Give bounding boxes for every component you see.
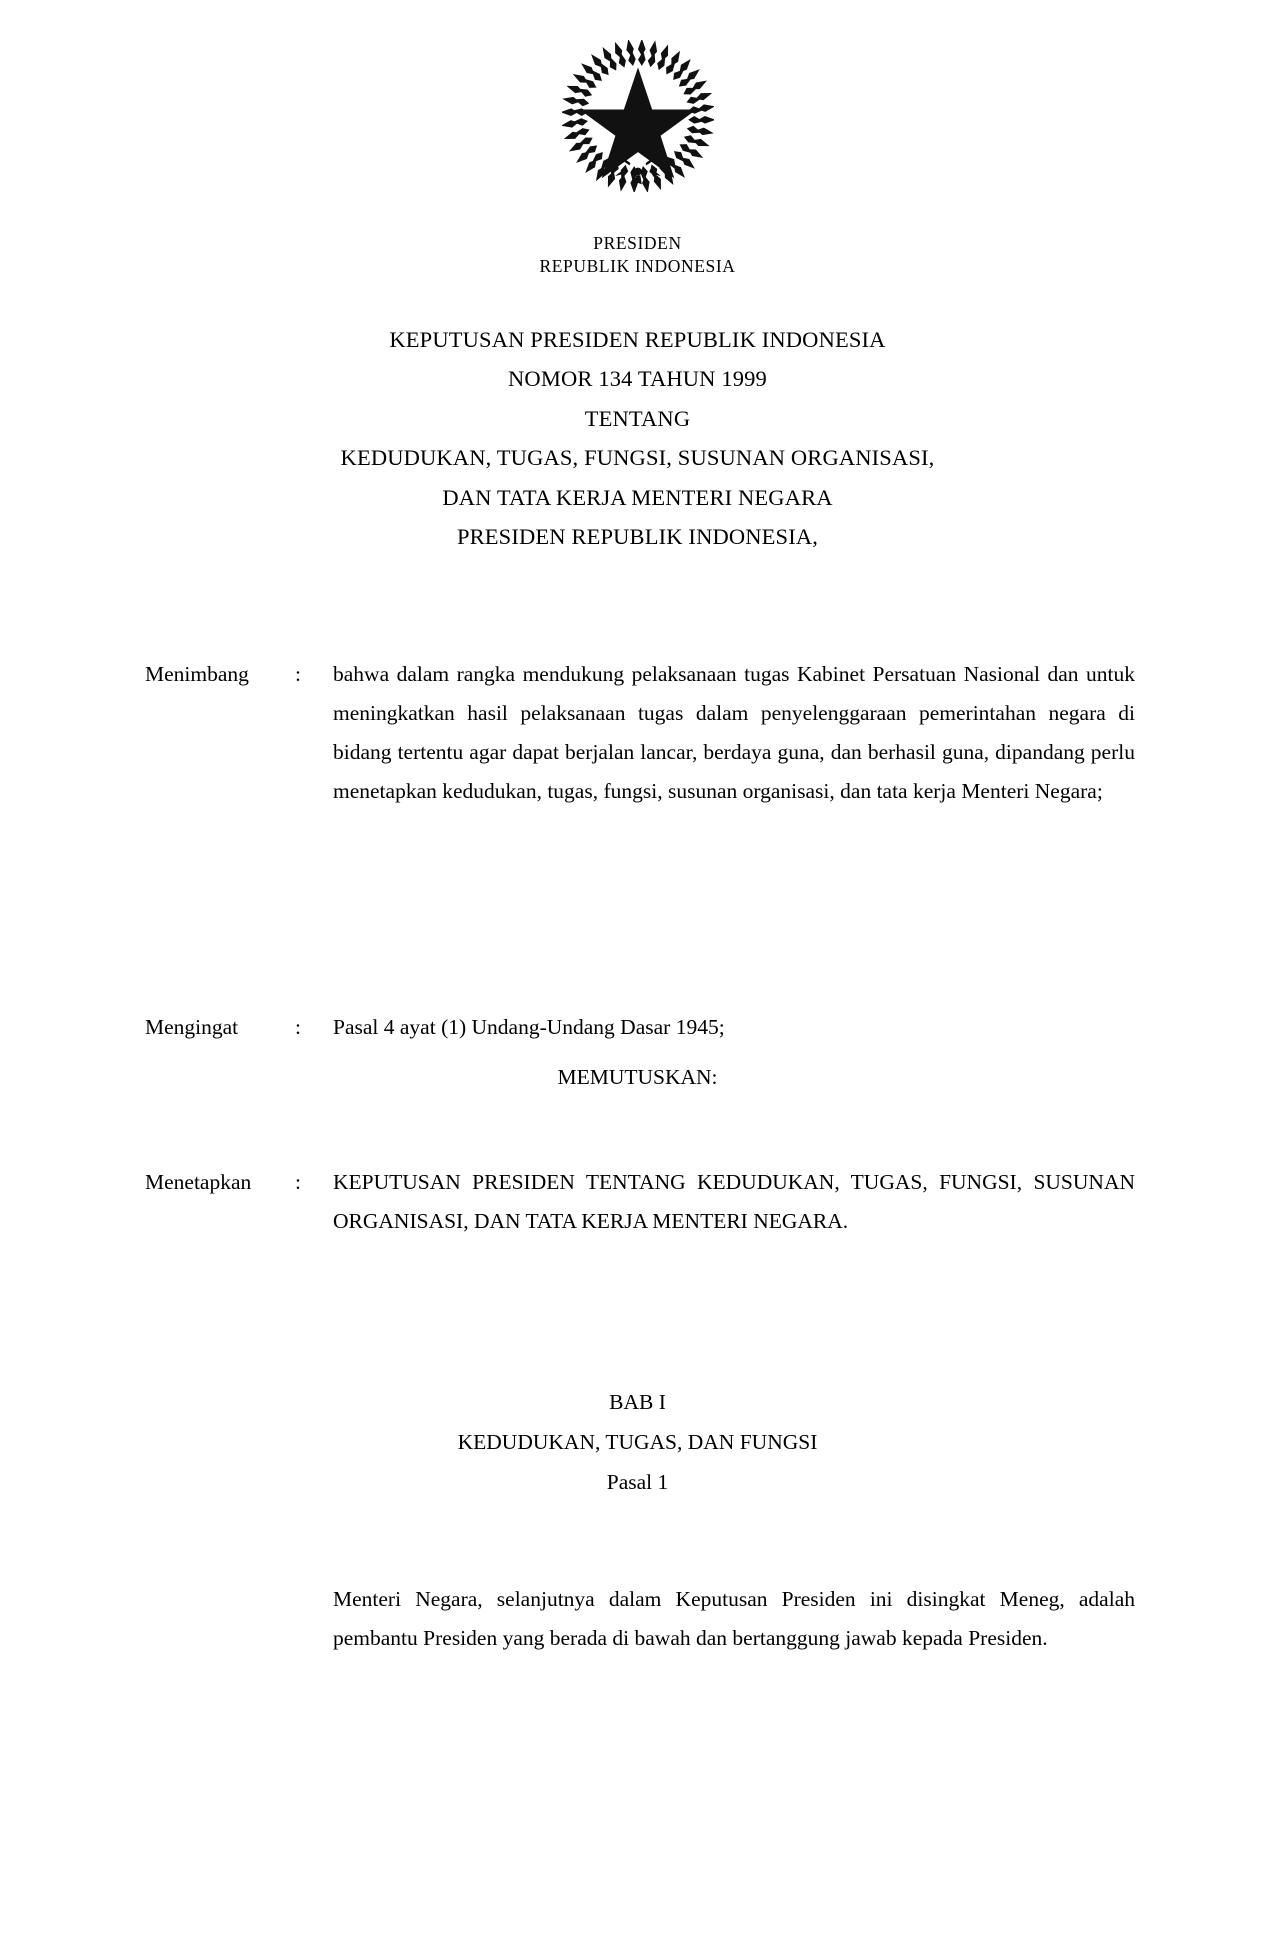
title-line-presiden-ri: PRESIDEN REPUBLIK INDONESIA,	[456, 523, 819, 549]
title-line-subject-2: DAN TATA KERJA MENTERI NEGARA	[442, 484, 833, 510]
clause-menetapkan-colon: :	[295, 1170, 301, 1194]
title-line-nomor: NOMOR 134 TAHUN 1999	[508, 366, 767, 392]
memutuskan-heading: MEMUTUSKAN:	[557, 1065, 718, 1089]
pasal-number: Pasal 1	[606, 1470, 669, 1494]
clause-menimbang	[145, 655, 1135, 812]
title-line-keputusan: KEPUTUSAN PRESIDEN REPUBLIK INDONESIA	[389, 327, 886, 352]
bab-title: KEDUDUKAN, TUGAS, DAN FUNGSI	[457, 1430, 818, 1454]
clause-mengingat-text: Pasal 4 ayat (1) Undang-Undang Dasar 1945;	[333, 1015, 725, 1039]
header-emblem-caption	[0, 232, 1275, 279]
emblem-container	[0, 40, 1275, 192]
clause-menetapkan-text: KEPUTUSAN PRESIDEN TENTANG KEDUDUKAN, TUGAS, FUNGSI, SUSUNAN ORGANISASI, DAN TATA KERJA MENTERI NEGARA.	[333, 1170, 1135, 1234]
header-line-republik-indonesia: REPUBLIK INDONESIA	[539, 256, 736, 277]
document-title-block	[0, 320, 1275, 556]
title-line-tentang: TENTANG	[584, 405, 691, 431]
clause-menetapkan	[145, 1163, 1135, 1241]
clause-mengingat-colon: :	[295, 1015, 301, 1039]
title-line-subject-1: KEDUDUKAN, TUGAS, FUNGSI, SUSUNAN ORGANISASI,	[340, 445, 935, 471]
clause-menetapkan-label: Menetapkan	[145, 1170, 252, 1194]
star-in-laurel-wreath-icon	[562, 40, 714, 192]
clause-menimbang-colon: :	[295, 662, 301, 686]
bab-number: BAB I	[609, 1390, 666, 1414]
clause-mengingat	[145, 1008, 1135, 1047]
clause-mengingat-label: Mengingat	[145, 1015, 239, 1039]
clause-menimbang-text: bahwa dalam rangka mendukung pelaksanaan tugas Kabinet Persatuan Nasional dan untuk meningkatkan hasil pelaksanaan tugas dalam penyelenggaraan pemerintahan negara di bidang tertentu agar dapat berjalan lancar, berdaya guna, dan berhasil guna, dipandang perlu menetapkan kedudukan, tugas, fungsi, susunan organisasi, dan tata kerja Menteri Negara;	[333, 662, 1135, 804]
clause-menimbang-label: Menimbang	[145, 662, 249, 686]
header-line-presiden: PRESIDEN	[593, 233, 682, 253]
pasal-1-paragraph: Menteri Negara, selanjutnya dalam Keputusan Presiden ini disingkat Meneg, adalah pembantu Presiden yang berada di bawah dan bertanggung jawab kepada Presiden.	[333, 1587, 1135, 1651]
